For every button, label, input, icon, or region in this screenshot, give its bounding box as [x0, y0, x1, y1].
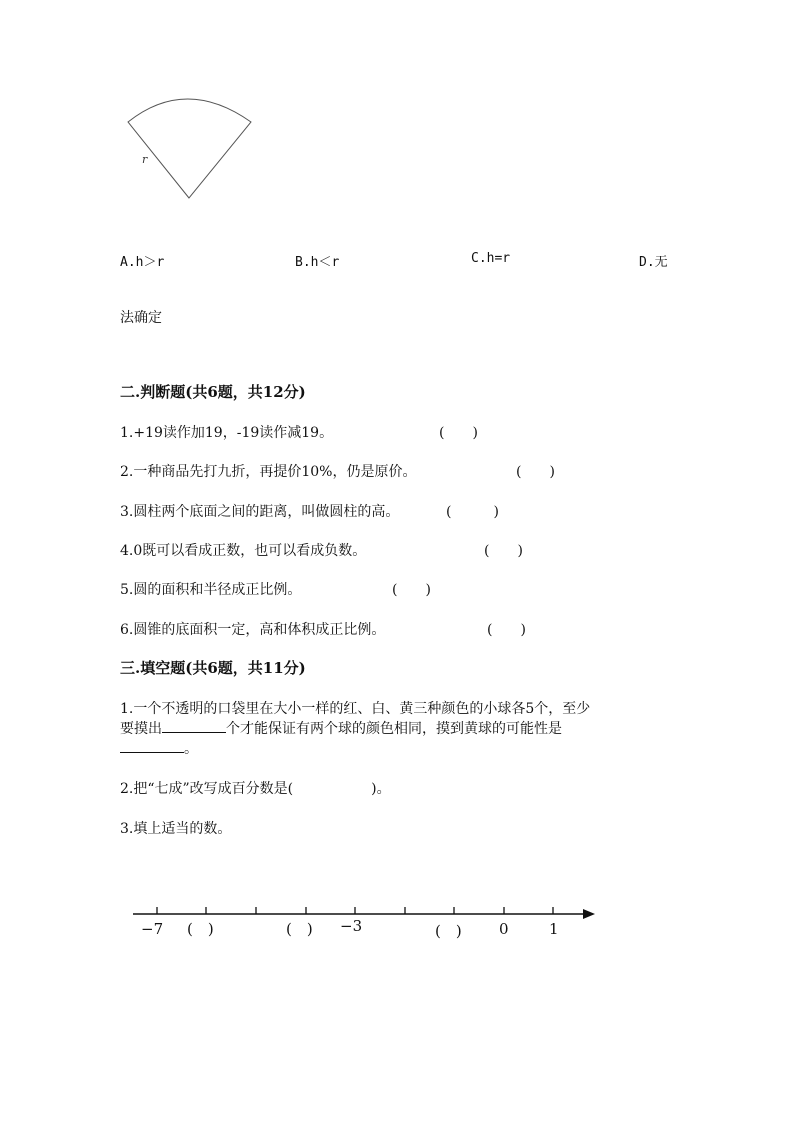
blank-paren-2: ( ) [286, 920, 313, 938]
sector-shape [128, 99, 251, 198]
tf-item-6-answer: ( ) [487, 622, 526, 638]
fill-q1-end: 。 [184, 741, 198, 757]
tf-item-1-answer: ( ) [439, 425, 478, 441]
number-line-arrow [583, 909, 595, 919]
tf-item-4-answer: ( ) [484, 543, 523, 559]
sector-figure [120, 92, 260, 204]
blank-paren-3: ( ) [435, 922, 462, 940]
fill-q1-line2 [120, 718, 562, 738]
option-c: C.h=r [471, 251, 511, 266]
label-minus-3: −3 [340, 917, 363, 935]
tf-item-5-answer: ( ) [392, 582, 431, 598]
tf-item-1: 1.+19读作加19，-19读作减19。 [120, 425, 334, 441]
tf-item-6: 6.圆锥的底面积一定，高和体积成正比例。 [120, 622, 386, 638]
tf-item-5: 5.圆的面积和半径成正比例。 [120, 582, 302, 598]
tf-item-2: 2.一种商品先打九折，再提价10%，仍是原价。 [120, 464, 417, 480]
option-d: D.无 [639, 255, 668, 270]
section3-title: 三.填空题(共6题，共11分) [120, 659, 306, 677]
fill-q1-line3 [120, 738, 198, 758]
option-a: A.h＞r [120, 255, 165, 270]
label-zero: 0 [499, 920, 509, 938]
fill-q2-prefix: 2.把“七成”改写成百分数是( [120, 781, 294, 797]
label-one: 1 [549, 920, 559, 938]
section2-title: 二.判断题(共6题，共12分) [120, 383, 306, 401]
fill-q2 [120, 778, 391, 798]
blank-paren-1: ( ) [187, 920, 214, 938]
option-b: B.h＜r [295, 255, 340, 270]
fill-q1-blank-2[interactable] [120, 738, 184, 753]
fill-q1-prefix: 要摸出 [120, 721, 162, 737]
radius-label: r [142, 153, 148, 166]
tf-item-3-answer: ( ) [446, 504, 499, 520]
fill-q3: 3.填上适当的数。 [120, 821, 232, 837]
label-minus-7: −7 [141, 920, 164, 938]
fill-q1-blank-1[interactable] [162, 718, 226, 733]
tf-item-3: 3.圆柱两个底面之间的距离，叫做圆柱的高。 [120, 504, 400, 520]
tf-item-4: 4.0既可以看成正数，也可以看成负数。 [120, 543, 367, 559]
tf-item-2-answer: ( ) [516, 464, 555, 480]
option-d-continued: 法确定 [120, 310, 162, 326]
number-line-ticks [157, 907, 553, 914]
fill-q2-suffix: )。 [371, 781, 391, 797]
number-line [125, 898, 605, 948]
fill-q1-line1: 1.一个不透明的口袋里在大小一样的红、白、黄三种颜色的小球各5个，至少 [120, 701, 591, 717]
fill-q1-middle: 个才能保证有两个球的颜色相同，摸到黄球的可能性是 [226, 721, 562, 737]
